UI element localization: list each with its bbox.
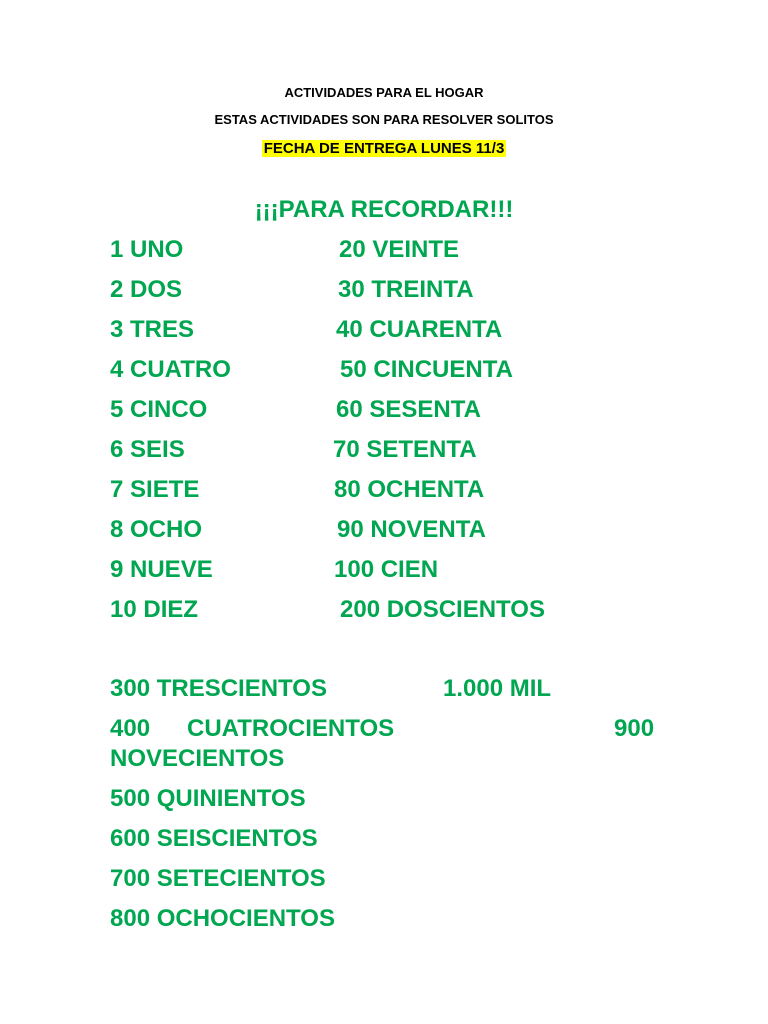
number-item: 4 CUATRO xyxy=(110,356,231,383)
tens-item: 90 NOVENTA xyxy=(337,516,486,543)
number-item: 5 CINCO xyxy=(110,396,208,423)
tens-item: 200 DOSCIENTOS xyxy=(340,596,545,623)
hundreds-item: 800 OCHOCIENTOS xyxy=(110,905,335,932)
tens-item: 50 CINCUENTA xyxy=(340,356,513,383)
tens-item: 80 OCHENTA xyxy=(334,476,485,503)
hundreds-item: 500 QUINIENTOS xyxy=(110,785,306,812)
number-item: 1 UNO xyxy=(110,236,184,263)
number-item: 7 SIETE xyxy=(110,476,200,503)
number-item: 2 DOS xyxy=(110,276,183,303)
number-item: 8 OCHO xyxy=(110,516,203,543)
tens-item: 100 CIEN xyxy=(334,556,439,583)
number-item: 10 DIEZ xyxy=(110,596,199,623)
tens-item: 70 SETENTA xyxy=(333,436,477,463)
hundreds-number: 400 xyxy=(110,715,151,742)
due-date-line xyxy=(0,140,768,157)
document-title: ACTIVIDADES PARA EL HOGAR xyxy=(284,85,484,100)
hundreds-item: 700 SETECIENTOS xyxy=(110,865,326,892)
tens-item: 40 CUARENTA xyxy=(336,316,503,343)
due-date-highlight: FECHA DE ENTREGA LUNES 11/3 xyxy=(263,140,505,157)
thousand-item: 1.000 MIL xyxy=(443,675,552,702)
tens-item: 60 SESENTA xyxy=(336,396,481,423)
number-item: 3 TRES xyxy=(110,316,195,343)
hundreds-word: NOVECIENTOS xyxy=(110,745,285,772)
hundreds-item: 300 TRESCIENTOS xyxy=(110,675,327,702)
hundreds-word: CUATROCIENTOS xyxy=(187,715,395,742)
hundreds-number: 900 xyxy=(614,715,655,742)
hundreds-item: 600 SEISCIENTOS xyxy=(110,825,318,852)
number-item: 9 NUEVE xyxy=(110,556,213,583)
tens-item: 30 TREINTA xyxy=(338,276,474,303)
tens-item: 20 VEINTE xyxy=(339,236,460,263)
reminder-title: ¡¡¡PARA RECORDAR!!! xyxy=(254,196,514,223)
document-subtitle: ESTAS ACTIVIDADES SON PARA RESOLVER SOLITOS xyxy=(214,112,554,127)
number-item: 6 SEIS xyxy=(110,436,185,463)
